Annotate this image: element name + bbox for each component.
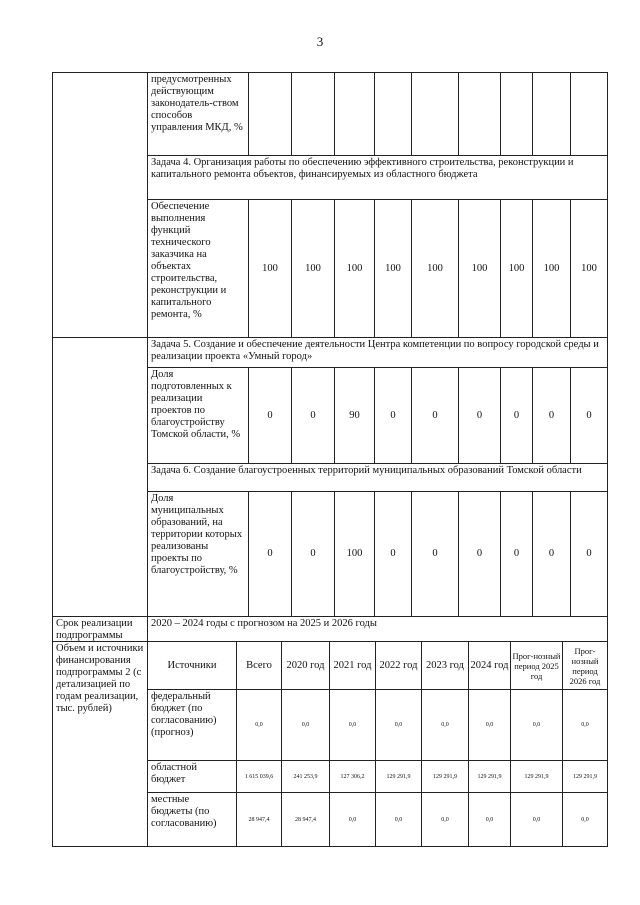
task4-title: Задача 4. Организация работы по обеспечению эффективного строительства, реконструкции и капитального ремонта объектов, финансируемых из областного бюджета (147, 155, 608, 199)
intro-indicator: предусмотренных действующим законодатель-ством способов управления МКД, % (147, 72, 248, 155)
task6-value: 0 (500, 491, 532, 616)
task4-value: 100 (291, 199, 334, 337)
task5-value: 0 (532, 367, 570, 463)
value-cell (411, 72, 458, 155)
finance-value: 0,0 (329, 792, 375, 847)
finance-value: 0,0 (468, 792, 510, 847)
task5-value: 90 (334, 367, 374, 463)
finance-source: федеральный бюджет (по согласованию) (прогноз) (147, 689, 236, 760)
finance-source: областной бюджет (147, 760, 236, 792)
task6-value: 0 (458, 491, 500, 616)
finance-value: 129 291,9 (421, 760, 468, 792)
finance-value: 0,0 (375, 689, 421, 760)
task4-value: 100 (458, 199, 500, 337)
task5-value: 0 (291, 367, 334, 463)
value-cell (532, 72, 570, 155)
left-empty-cell-top (52, 72, 147, 337)
left-empty-cell-middle (52, 337, 147, 616)
finance-value: 127 306,2 (329, 760, 375, 792)
finance-value: 0,0 (236, 689, 281, 760)
finance-header: Прог-нозный период 2025 год (510, 641, 562, 689)
finance-value: 0,0 (562, 792, 608, 847)
finance-header: 2021 год (329, 641, 375, 689)
value-cell (291, 72, 334, 155)
task6-value: 0 (374, 491, 411, 616)
task6-value: 0 (411, 491, 458, 616)
finance-value: 0,0 (510, 689, 562, 760)
finance-header: 2024 год (468, 641, 510, 689)
finance-value: 0,0 (468, 689, 510, 760)
task6-value: 100 (334, 491, 374, 616)
finance-value: 0,0 (421, 792, 468, 847)
task5-value: 0 (374, 367, 411, 463)
task4-value: 100 (248, 199, 291, 337)
task6-value: 0 (248, 491, 291, 616)
finance-header: 2020 год (281, 641, 329, 689)
term-value: 2020 – 2024 годы с прогнозом на 2025 и 2026 годы (147, 616, 608, 641)
task5-indicator: Доля подготовленных к реализации проектов по благоустройству Томской области, % (147, 367, 248, 463)
task4-value: 100 (334, 199, 374, 337)
finance-value: 0,0 (281, 689, 329, 760)
value-cell (374, 72, 411, 155)
task4-indicator: Обеспечение выполнения функций технического заказчика на объектах строительства, реконструкции и капитального ремонта, % (147, 199, 248, 337)
finance-value: 28 947,4 (281, 792, 329, 847)
page-number: 3 (316, 34, 324, 49)
finance-value: 0,0 (510, 792, 562, 847)
finance-value: 129 291,9 (510, 760, 562, 792)
finance-value: 28 947,4 (236, 792, 281, 847)
task4-value: 100 (411, 199, 458, 337)
task4-value: 100 (570, 199, 608, 337)
value-cell (334, 72, 374, 155)
finance-value: 129 291,9 (375, 760, 421, 792)
finance-header: Всего (236, 641, 281, 689)
task6-value: 0 (532, 491, 570, 616)
finance-header: 2022 год (375, 641, 421, 689)
value-cell (248, 72, 291, 155)
task6-indicator: Доля муниципальных образований, на территории которых реализованы проекты по благоустройству, % (147, 491, 248, 616)
task5-value: 0 (500, 367, 532, 463)
finance-source: местные бюджеты (по согласованию) (147, 792, 236, 847)
task5-value: 0 (458, 367, 500, 463)
task5-value: 0 (411, 367, 458, 463)
task5-title: Задача 5. Создание и обеспечение деятельности Центра компетенции по вопросу городской среды и реализации проекта «Умный город» (147, 337, 608, 367)
finance-value: 0,0 (421, 689, 468, 760)
finance-value: 0,0 (329, 689, 375, 760)
task4-value: 100 (500, 199, 532, 337)
finance-value: 129 291,9 (468, 760, 510, 792)
finance-value: 1 615 039,6 (236, 760, 281, 792)
task6-value: 0 (291, 491, 334, 616)
finance-value: 241 253,9 (281, 760, 329, 792)
subprogram-table (52, 72, 608, 847)
finance-value: 0,0 (375, 792, 421, 847)
value-cell (500, 72, 532, 155)
finance-header: Прог-нозный период 2026 год (562, 641, 608, 689)
value-cell (458, 72, 500, 155)
finance-label: Объем и источники финансирования подпрограммы 2 (с детализацией по годам реализации, тыс. рублей) (52, 641, 147, 847)
task6-value: 0 (570, 491, 608, 616)
term-label: Срок реализации подпрограммы (52, 616, 147, 641)
task4-value: 100 (374, 199, 411, 337)
finance-header: 2023 год (421, 641, 468, 689)
task4-value: 100 (532, 199, 570, 337)
task5-value: 0 (248, 367, 291, 463)
finance-value: 129 291,9 (562, 760, 608, 792)
finance-value: 0,0 (562, 689, 608, 760)
finance-header: Источники (147, 641, 236, 689)
task6-title: Задача 6. Создание благоустроенных территорий муниципальных образований Томской области (147, 463, 608, 491)
value-cell (570, 72, 608, 155)
task5-value: 0 (570, 367, 608, 463)
